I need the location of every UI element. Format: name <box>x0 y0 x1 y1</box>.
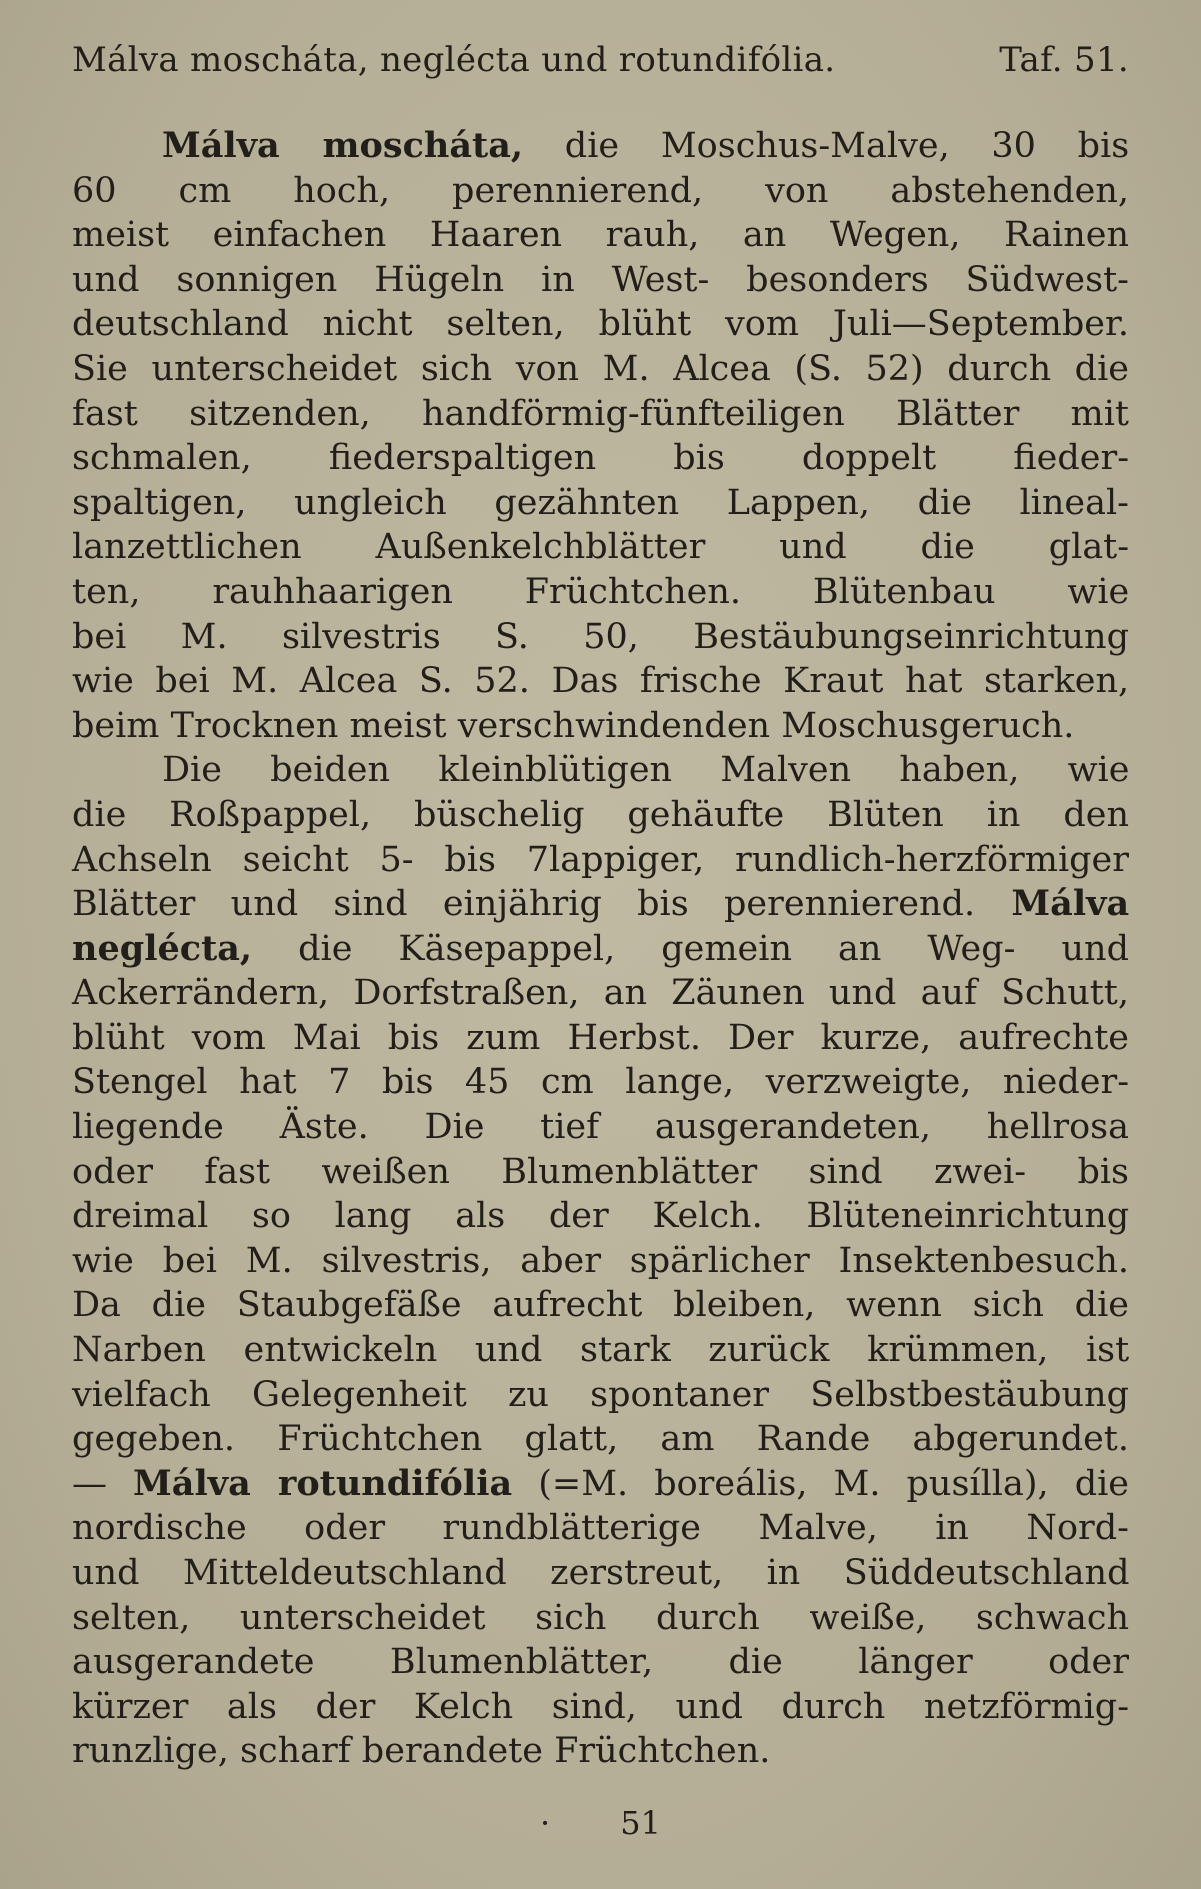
text-line: Stengel hat 7 bis 45 cm lange, verzweigte, nieder- <box>72 1062 1130 1103</box>
text-line: spaltigen, ungleich gezähnten Lappen, die lineal- <box>72 482 1129 523</box>
text-line: schmalen, fiederspaltigen bis doppelt fieder- <box>72 438 1130 479</box>
text-line: Achseln seicht 5- bis 7lappiger, rundlich-herzförmiger <box>72 839 1129 880</box>
species-description <box>72 124 1129 1774</box>
text-line: deutschland nicht selten, blüht vom Juli—September. <box>72 304 1129 345</box>
text-line: Sie unterscheidet sich von M. Alcea (S. 52) durch die <box>72 348 1129 389</box>
text-line: gegeben. Früchtchen glatt, am Rande abgerundet. <box>72 1419 1129 1460</box>
text-line: lanzettlichen Außenkelchblätter und die glat- <box>72 527 1130 568</box>
species-name-moschata: Málva moscháta, <box>162 125 524 166</box>
species-name-neglecta: Málva <box>975 883 1130 925</box>
footer-dot: · <box>540 1804 551 1842</box>
text-line: fast sitzenden, handförmig-fünfteiligen Blätter mit <box>72 393 1129 434</box>
text-line: Narben entwickeln und stark zurück krümmen, ist <box>72 1330 1130 1371</box>
text-line: beim Trocknen meist verschwindenden Moschusgeruch. <box>72 705 1075 746</box>
header-title: Málva moscháta, neglécta und rotundifólia. <box>72 40 836 80</box>
species-name-neglecta-cont: neglécta, <box>72 927 253 969</box>
text-line: meist einfachen Haaren rauh, an Wegen, Rainen <box>72 215 1129 256</box>
text-line: — Málva rotundifólia (=M. boreális, M. pusílla), die <box>72 1462 1130 1504</box>
text-line: runzlige, scharf berandete Früchtchen. <box>72 1731 771 1772</box>
text-line: die Roßpappel, büschelig gehäufte Blüten in den <box>72 794 1129 835</box>
species-name-rotundifolia: Málva rotundifólia <box>133 1462 513 1504</box>
text-line: und Mitteldeutschland zerstreut, in Süddeutschland <box>72 1553 1130 1593</box>
text-line: kürzer als der Kelch sind, und durch netzförmig- <box>72 1686 1130 1727</box>
text-line: Málva moscháta, die Moschus-Malve, 30 bis <box>162 125 1130 166</box>
plate-number: Taf. 51. <box>999 40 1129 80</box>
text-line: und sonnigen Hügeln in West- besonders Südwest- <box>72 259 1129 300</box>
text-line: 60 cm hoch, perennierend, von abstehenden, <box>72 170 1129 211</box>
text-line: wie bei M. Alcea S. 52. Das frische Kraut hat starken, <box>72 661 1130 702</box>
text-line: Ackerrändern, Dorfstraßen, an Zäunen und auf Schutt, <box>72 973 1129 1014</box>
text-line: oder fast weißen Blumenblätter sind zwei- bis <box>72 1151 1129 1192</box>
text-line: ten, rauhhaarigen Früchtchen. Blütenbau wie <box>72 571 1130 612</box>
text-line: blüht vom Mai bis zum Herbst. Der kurze, aufrechte <box>72 1017 1129 1058</box>
running-header <box>72 38 1129 82</box>
text-line: selten, unterscheidet sich durch weiße, schwach <box>72 1597 1130 1638</box>
page-number: 51 <box>620 1804 661 1842</box>
text-line: nordische oder rundblätterige Malve, in Nord- <box>72 1508 1129 1549</box>
text-line: neglécta, die Käsepappel, gemein an Weg- und <box>72 927 1129 969</box>
text-line: Blätter und sind einjährig bis perennierend. Málva <box>72 883 1130 925</box>
text-line: ausgerandete Blumenblätter, die länger oder <box>72 1642 1129 1683</box>
page-footer <box>0 1803 1201 1843</box>
text-line: vielfach Gelegenheit zu spontaner Selbstbestäubung <box>72 1374 1129 1415</box>
text-line: Da die Staubgefäße aufrecht bleiben, wenn sich die <box>72 1285 1129 1326</box>
text-line: dreimal so lang als der Kelch. Blüteneinrichtung <box>72 1196 1130 1237</box>
text-line: Die beiden kleinblütigen Malven haben, wie <box>162 750 1130 791</box>
text-line: bei M. silvestris S. 50, Bestäubungseinrichtung <box>72 616 1129 657</box>
text-line: liegende Äste. Die tief ausgerandeten, hellrosa <box>72 1107 1130 1148</box>
text-line: wie bei M. silvestris, aber spärlicher Insektenbesuch. <box>72 1240 1129 1281</box>
